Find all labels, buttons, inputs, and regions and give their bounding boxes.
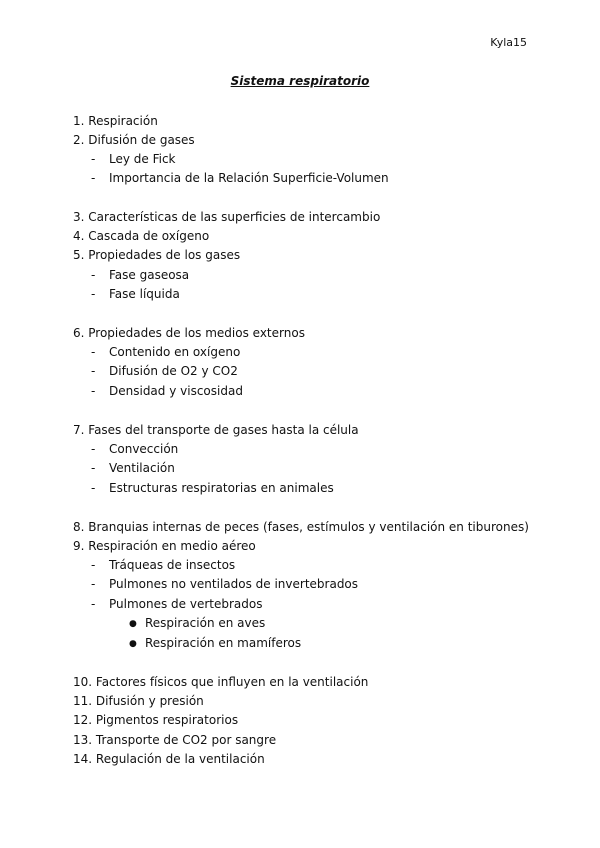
outline-item xyxy=(73,248,240,262)
outline-subitem xyxy=(91,364,238,378)
outline-text: 7. Fases del transporte de gases hasta la célula xyxy=(73,423,359,437)
dash-marker: - xyxy=(91,287,96,301)
outline-text: Fase líquida xyxy=(109,287,180,301)
outline-text: 4. Cascada de oxígeno xyxy=(73,229,210,243)
outline-bullet-item xyxy=(129,616,265,631)
outline-subitem xyxy=(91,461,175,475)
dash-marker: - xyxy=(91,442,96,456)
outline-text: 12. Pigmentos respiratorios xyxy=(73,713,239,727)
outline-text: Difusión de O2 y CO2 xyxy=(109,364,238,378)
outline-subitem xyxy=(91,481,334,495)
outline-item xyxy=(73,133,195,147)
outline-item xyxy=(73,520,529,534)
outline-item xyxy=(73,694,204,708)
bullet-icon: ● xyxy=(129,639,137,649)
outline-item xyxy=(73,423,359,437)
outline-subitem xyxy=(91,558,235,572)
outline-text: 3. Características de las superficies de intercambio xyxy=(73,210,381,224)
outline-subitem xyxy=(91,268,189,282)
dash-marker: - xyxy=(91,384,96,398)
page-title: Sistema respiratorio xyxy=(230,74,370,88)
outline-subitem xyxy=(91,597,263,611)
outline-text: Fase gaseosa xyxy=(109,268,190,282)
outline-text: Respiración en aves xyxy=(145,616,266,630)
dash-marker: - xyxy=(91,268,96,282)
outline-subitem xyxy=(91,442,178,456)
dash-marker: - xyxy=(91,364,96,378)
outline-text: Ventilación xyxy=(109,461,175,475)
bullet-icon: ● xyxy=(129,619,137,629)
outline-subitem xyxy=(91,384,243,398)
outline-item xyxy=(73,326,305,340)
outline-text: Respiración en mamíferos xyxy=(145,636,302,650)
outline-item xyxy=(73,752,265,766)
dash-marker: - xyxy=(91,171,96,185)
outline-text: 9. Respiración en medio aéreo xyxy=(73,539,256,553)
outline-text: 6. Propiedades de los medios externos xyxy=(73,326,305,340)
outline-subitem xyxy=(91,152,176,166)
author-label: Kyla15 xyxy=(490,36,527,49)
outline-text: Contenido en oxígeno xyxy=(109,345,241,359)
dash-marker: - xyxy=(91,558,96,572)
outline-text: Tráqueas de insectos xyxy=(109,558,236,572)
outline-text: 8. Branquias internas de peces (fases, estímulos y ventilación en tiburones) xyxy=(73,520,529,534)
outline-bullet-item xyxy=(129,636,301,651)
outline-text: Pulmones no ventilados de invertebrados xyxy=(109,577,359,591)
outline-text: 13. Transporte de CO2 por sangre xyxy=(73,733,277,747)
dash-marker: - xyxy=(91,481,96,495)
outline-text: 2. Difusión de gases xyxy=(73,133,195,147)
outline-text: Convección xyxy=(109,442,179,456)
outline-text: Pulmones de vertebrados xyxy=(109,597,263,611)
outline-item xyxy=(73,210,380,224)
outline-item xyxy=(73,539,256,553)
outline-text: Ley de Fick xyxy=(109,152,176,166)
dash-marker: - xyxy=(91,152,96,166)
outline-text: Estructuras respiratorias en animales xyxy=(109,481,334,495)
outline-text: Densidad y viscosidad xyxy=(109,384,243,398)
outline-subitem xyxy=(91,345,240,359)
outline-text: 1. Respiración xyxy=(73,114,158,128)
outline-subitem xyxy=(91,287,180,301)
dash-marker: - xyxy=(91,597,96,611)
outline-subitem xyxy=(91,171,389,185)
outline-text: 5. Propiedades de los gases xyxy=(73,248,241,262)
outline-item xyxy=(73,713,238,727)
outline-text: 10. Factores físicos que influyen en la ventilación xyxy=(73,675,369,689)
dash-marker: - xyxy=(91,461,96,475)
outline-subitem xyxy=(91,577,358,591)
dash-marker: - xyxy=(91,577,96,591)
outline-text: 14. Regulación de la ventilación xyxy=(73,752,265,766)
outline-item xyxy=(73,229,209,243)
outline-text: Importancia de la Relación Superficie-Volumen xyxy=(109,171,389,185)
outline-item xyxy=(73,733,276,747)
dash-marker: - xyxy=(91,345,96,359)
outline-item xyxy=(73,114,158,128)
outline-text: 11. Difusión y presión xyxy=(73,694,204,708)
outline-item xyxy=(73,675,368,689)
